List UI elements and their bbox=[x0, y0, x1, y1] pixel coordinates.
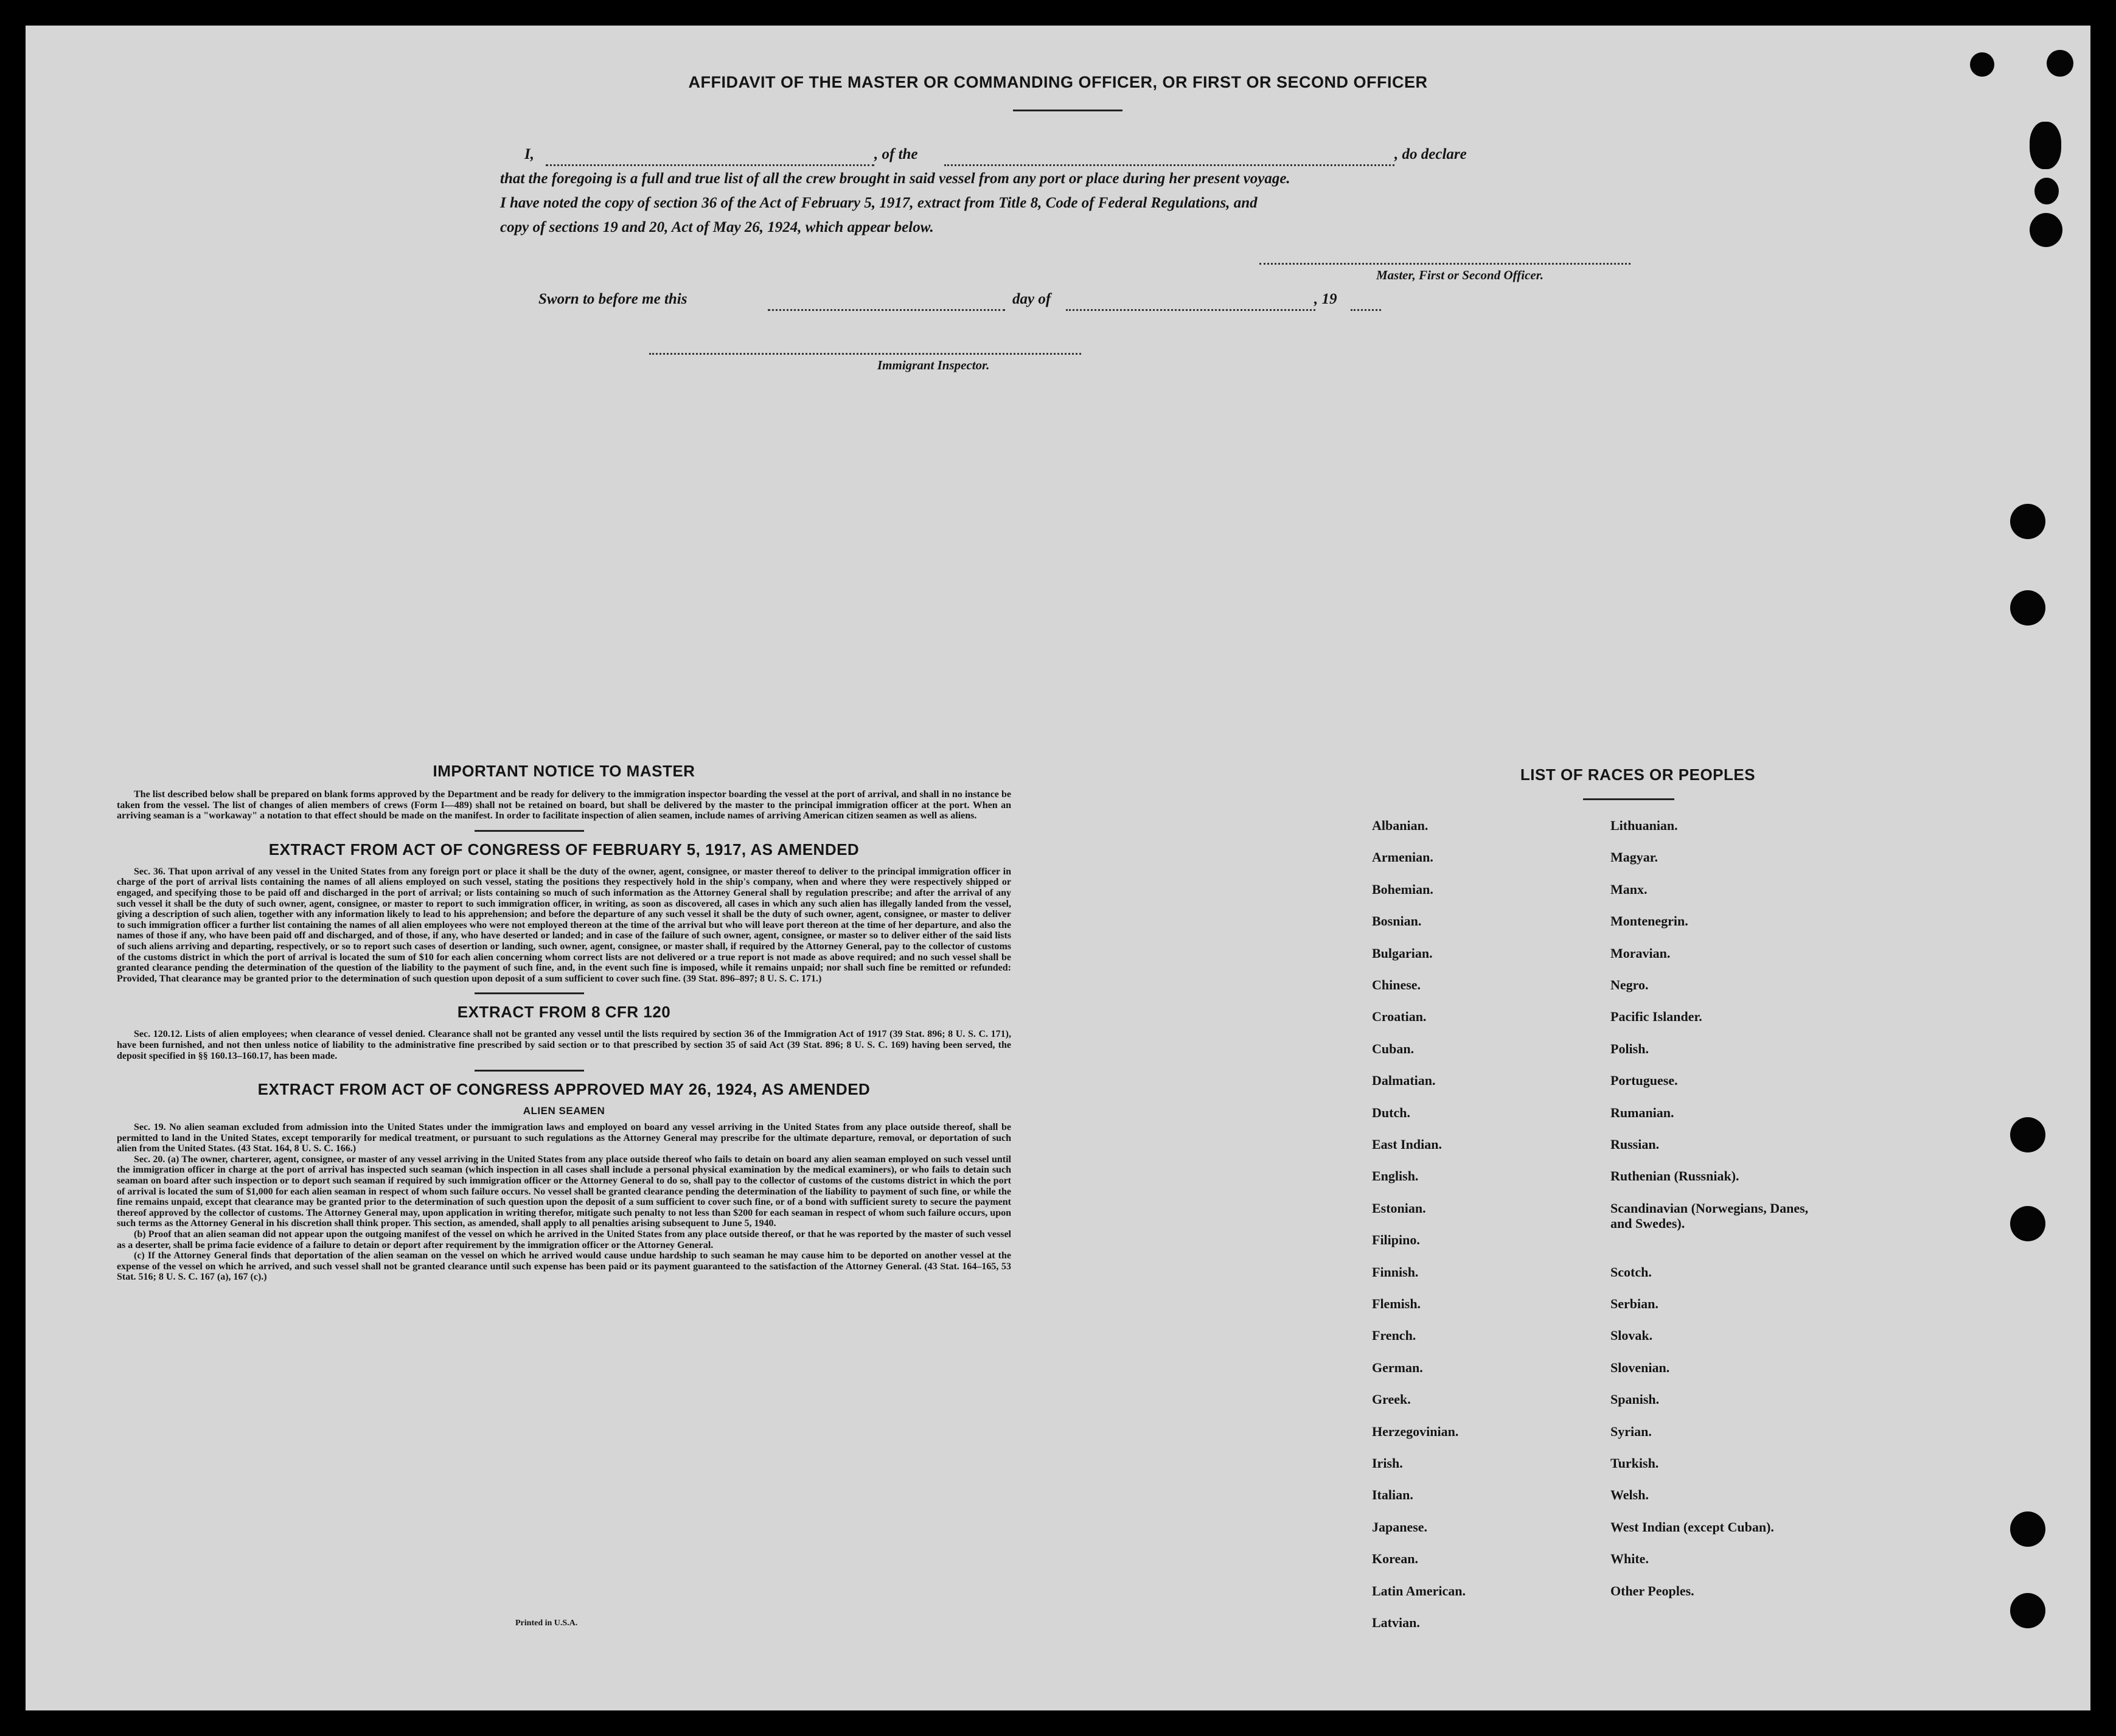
race-item: Spanish. bbox=[1610, 1392, 1660, 1407]
race-item: White. bbox=[1610, 1551, 1649, 1566]
punch-hole bbox=[2010, 590, 2045, 626]
affidavit-line3: I have noted the copy of section 36 of the Act of February 5, 1917, extract from Title 8, Code of Federal Regulations, and bbox=[500, 195, 1258, 211]
day-of-label: day of bbox=[1012, 291, 1051, 307]
extract-1917-title: EXTRACT FROM ACT OF CONGRESS OF FEBRUARY 5, 1917, AS AMENDED bbox=[268, 840, 860, 859]
race-item: Ruthenian (Russniak). bbox=[1610, 1168, 1739, 1183]
race-item: Croatian. bbox=[1372, 1009, 1427, 1024]
race-item: Montenegrin. bbox=[1610, 913, 1688, 929]
notice-title: IMPORTANT NOTICE TO MASTER bbox=[433, 762, 695, 780]
race-item: Dalmatian. bbox=[1372, 1073, 1436, 1088]
race-item: Polish. bbox=[1610, 1041, 1649, 1056]
legal-column bbox=[117, 762, 1011, 1283]
race-item: Estonian. bbox=[1372, 1201, 1426, 1216]
punch-hole bbox=[2030, 122, 2061, 169]
notice-text: The list described below shall be prepared on blank forms approved by the Department and be ready for delivery to the immigration inspector boarding the vessel at the port of arrival, and shall in no instance be taken from the vessel. The list of changes of alien members of crews (Form I—489) shall not be retained on board, but shall be delivered by the master to the principal immigration officer at the port. When an arriving seaman is a "workaway" a notation to that effect should be made on the manifest. In order to facilitate inspection of alien seamen, include names of arriving American citizen seamen as well as aliens. bbox=[117, 789, 1011, 821]
races-divider bbox=[1583, 798, 1674, 800]
inspector-label: Immigrant Inspector. bbox=[877, 358, 990, 372]
punch-hole bbox=[2010, 1206, 2045, 1241]
punch-hole bbox=[1970, 52, 1994, 77]
title-divider bbox=[1013, 110, 1122, 111]
race-item: West Indian (except Cuban). bbox=[1610, 1519, 1774, 1535]
affidavit-body bbox=[500, 135, 1680, 257]
inspector-signature-line[interactable] bbox=[649, 353, 1081, 355]
affidavit-line4: copy of sections 19 and 20, Act of May 26, 1924, which appear below. bbox=[500, 219, 934, 235]
printed-in-usa: Printed in U.S.A. bbox=[515, 1619, 578, 1628]
affidavit-line2: that the foregoing is a full and true list of all the crew brought in said vessel from any port or place during her present voyage. bbox=[500, 170, 1290, 187]
race-item: Dutch. bbox=[1372, 1105, 1410, 1120]
divider bbox=[475, 1070, 584, 1072]
extract-cfr-title: EXTRACT FROM 8 CFR 120 bbox=[457, 1003, 671, 1022]
year-prefix: , 19 bbox=[1314, 291, 1337, 307]
race-item: Moravian. bbox=[1610, 946, 1671, 961]
sworn-month-blank[interactable] bbox=[1066, 309, 1315, 311]
race-item: Cuban. bbox=[1372, 1041, 1415, 1056]
race-item: Greek. bbox=[1372, 1392, 1411, 1407]
race-item: Chinese. bbox=[1372, 977, 1421, 992]
race-item: Other Peoples. bbox=[1610, 1583, 1694, 1598]
race-item: Turkish. bbox=[1610, 1455, 1659, 1471]
sec-20a-text: Sec. 20. (a) The owner, charterer, agent, consignee, or master of any vessel arriving in the United States from any place outside thereof who fails to detain on board any alien seaman employed on such vessel until the immigration officer in charge at the port of arrival has inspected such seaman (which inspection in all cases shall include a personal physical examination by the medical examiners), or who fails to detain such seaman on board after such inspection or to deport such seaman if required by such immigration officer or the Attorney General to do so, shall pay to the collector of customs of the customs district in which the port of arrival is located the sum of $1,000 for each alien seaman in respect of whom such failure occurs. No vessel shall be granted clearance pending the determination of the liability to payment of such fine, or while the fine remains unpaid, except that clearance may be granted prior to the determination of such question upon the deposit of a sum sufficient to cover such fine, or of a bond with sufficient surety to secure the payment thereof approved by the collector of customs. The Attorney General may, upon application in writing therefor, mitigate such penalty to not less than $200 for each seaman in respect of whom such failure occurs, upon such terms as the Attorney General in his discretion shall think proper. This section, as amended, shall apply to all penalties arising subsequent to June 5, 1940. bbox=[117, 1154, 1011, 1229]
race-item: Welsh. bbox=[1610, 1487, 1649, 1502]
extract-1917-text: Sec. 36. That upon arrival of any vessel in the United States from any foreign port or place it shall be the duty of the owner, agent, consignee, or master thereof to deliver to the principal immigration officer in charge of the port of arrival lists containing the names of all aliens employed on such vessel, stating the positions they respectively hold in the ship's company, when and where they were respectively shipped or engaged, and specifying those to be paid off and discharged in the port of arrival; or lists containing so much of such information as the Attorney General shall by regulation prescribe; and after the arrival of any such vessel it shall be the duty of such owner, agent, consignee, or master to report to such immigration officer, in writing, as soon as discovered, all cases in which any such alien has illegally landed from the vessel, giving a description of such alien, together with any information likely to lead to his apprehension; and before the departure of any such vessel it shall be the duty of such owner, agent, consignee, or master to deliver to such immigration officer a further list containing the names of all alien employees who were not employed thereon at the time of the arrival but who will leave port thereon at the time of her departure, and also the names of those if any, who have been paid off and discharged, and of those, if any, who have deserted or landed; and in case of the failure of such owner, agent, consignee, or master so to deliver either of the said lists of such aliens arriving and departing, respectively, or so to report such cases of desertion or landing, such owner, agent, consignee, or master shall, if required by the Attorney General, pay to the collector of customs of the customs district in which the port of arrival is located the sum of $10 for each alien concerning whom correct lists are not delivered or a true report is not made as above required; and no such vessel shall be granted clearance pending the determination of the question of the liability to the payment of such fine, and, in the event such fine is imposed, while it remains unpaid; nor shall such fine be remitted or refunded: Provided, That clearance may be granted prior to the determination of such question upon deposit of a sum sufficient to cover such fine. (39 Stat. 896–897; 8 U. S. C. 171.) bbox=[117, 866, 1011, 984]
affidavit-do-declare: , do declare bbox=[1394, 146, 1467, 162]
race-item: Pacific Islander. bbox=[1610, 1009, 1702, 1024]
master-signature-line[interactable] bbox=[1259, 263, 1631, 265]
punch-hole bbox=[2030, 213, 2062, 247]
race-item: Bohemian. bbox=[1372, 882, 1433, 897]
race-item: Negro. bbox=[1610, 977, 1649, 992]
race-item: Manx. bbox=[1610, 882, 1648, 897]
race-item: Italian. bbox=[1372, 1487, 1413, 1502]
form-sheet bbox=[26, 26, 2090, 1710]
divider bbox=[475, 830, 584, 832]
extract-cfr-body bbox=[117, 1029, 1011, 1061]
race-item: Lithuanian. bbox=[1610, 818, 1678, 833]
race-item: Korean. bbox=[1372, 1551, 1418, 1566]
race-item: Japanese. bbox=[1372, 1519, 1428, 1535]
race-item: French. bbox=[1372, 1328, 1416, 1343]
race-item: Finnish. bbox=[1372, 1264, 1419, 1280]
sec-20b-text: (b) Proof that an alien seaman did not appear upon the outgoing manifest of the vessel on which he arrived in the United States from any place outside thereof, or that he was reported by the master of such vessel as a deserter, shall be prima facie evidence of a failure to detain or deport after requirement by the immigration officer or the Attorney General. bbox=[117, 1229, 1011, 1250]
punch-hole bbox=[2010, 1511, 2045, 1547]
extract-1917-body bbox=[117, 866, 1011, 985]
year-blank[interactable] bbox=[1351, 309, 1381, 311]
sec-20c-text: (c) If the Attorney General finds that deportation of the alien seaman on the vessel on which he arrived would cause undue hardship to such seaman he may cause him to be deported on another vessel at the expense of the vessel on which he arrived, and such vessel shall not be granted clearance until such expense has been paid or its payment guaranteed to the satisfaction of the Attorney General. (43 Stat. 164–165, 53 Stat. 516; 8 U. S. C. 167 (a), 167 (c).) bbox=[117, 1250, 1011, 1283]
notice-body bbox=[117, 789, 1011, 821]
race-item: Scotch. bbox=[1610, 1264, 1652, 1280]
race-item: Herzegovinian. bbox=[1372, 1424, 1459, 1439]
vessel-blank[interactable] bbox=[944, 164, 1394, 166]
sworn-day-blank[interactable] bbox=[768, 309, 1005, 311]
punch-hole bbox=[2034, 178, 2059, 204]
divider bbox=[475, 992, 584, 994]
name-blank[interactable] bbox=[546, 164, 874, 166]
race-item: Latin American. bbox=[1372, 1583, 1466, 1598]
alien-seamen-subtitle: ALIEN SEAMEN bbox=[523, 1105, 605, 1117]
race-item: Rumanian. bbox=[1610, 1105, 1674, 1120]
race-item: Armenian. bbox=[1372, 849, 1433, 865]
extract-1924-title: EXTRACT FROM ACT OF CONGRESS APPROVED MAY 26, 1924, AS AMENDED bbox=[257, 1080, 871, 1099]
race-item: Latvian. bbox=[1372, 1615, 1420, 1630]
race-item: English. bbox=[1372, 1168, 1419, 1183]
race-item: Portuguese. bbox=[1610, 1073, 1678, 1088]
race-item: Magyar. bbox=[1610, 849, 1658, 865]
races-title: LIST OF RACES OR PEOPLES bbox=[1520, 765, 1756, 784]
race-item: Irish. bbox=[1372, 1455, 1403, 1471]
race-item: Syrian. bbox=[1610, 1424, 1652, 1439]
race-item: East Indian. bbox=[1372, 1137, 1442, 1152]
race-item: Bulgarian. bbox=[1372, 946, 1433, 961]
extract-cfr-text: Sec. 120.12. Lists of alien employees; when clearance of vessel denied. Clearance shall not be granted any vessel until the lists required by section 36 of the Immigration Act of 1917 (39 Stat. 896; 8 U. S. C. 171), have been furnished, and not then unless notice of liability to the administrative fine prescribed by said section or to that prescribed by section 35 of said Act (39 Stat. 896; 8 U. S. C. 169) having been served, the deposit specified in §§ 160.13–160.17, has been made. bbox=[117, 1029, 1011, 1061]
punch-hole bbox=[2010, 1117, 2045, 1152]
race-item: Slovenian. bbox=[1610, 1360, 1670, 1375]
punch-hole bbox=[2047, 50, 2073, 77]
race-item: Flemish. bbox=[1372, 1296, 1421, 1311]
extract-1924-body bbox=[117, 1122, 1011, 1283]
race-item: Bosnian. bbox=[1372, 913, 1422, 929]
punch-hole bbox=[2010, 504, 2045, 539]
master-signature-label: Master, First or Second Officer. bbox=[1376, 268, 1543, 282]
race-item: Russian. bbox=[1610, 1137, 1660, 1152]
race-item: Albanian. bbox=[1372, 818, 1429, 833]
race-item: Filipino. bbox=[1372, 1232, 1420, 1247]
affidavit-title: AFFIDAVIT OF THE MASTER OR COMMANDING OFFICER, OR FIRST OR SECOND OFFICER bbox=[688, 73, 1428, 91]
punch-hole bbox=[2010, 1593, 2045, 1628]
race-item: Slovak. bbox=[1610, 1328, 1653, 1343]
sec-19-text: Sec. 19. No alien seaman excluded from admission into the United States under the immigration laws and employed on board any vessel arriving in the United States from any place outside thereof, shall be permitted to land in the United States, except temporarily for medical treatment, or pursuant to such regulations as the Attorney General may prescribe for the ultimate departure, removal, or deportation of such alien from the United States. (43 Stat. 164, 8 U. S. C. 166.) bbox=[117, 1122, 1011, 1154]
race-item: Scandinavian (Norwegians, Danes, and Swedes). bbox=[1610, 1201, 1809, 1231]
affidavit-i: I, bbox=[524, 146, 534, 162]
sworn-label: Sworn to before me this bbox=[538, 291, 687, 307]
race-item: Serbian. bbox=[1610, 1296, 1658, 1311]
race-item: German. bbox=[1372, 1360, 1423, 1375]
affidavit-of-the: , of the bbox=[874, 146, 918, 162]
